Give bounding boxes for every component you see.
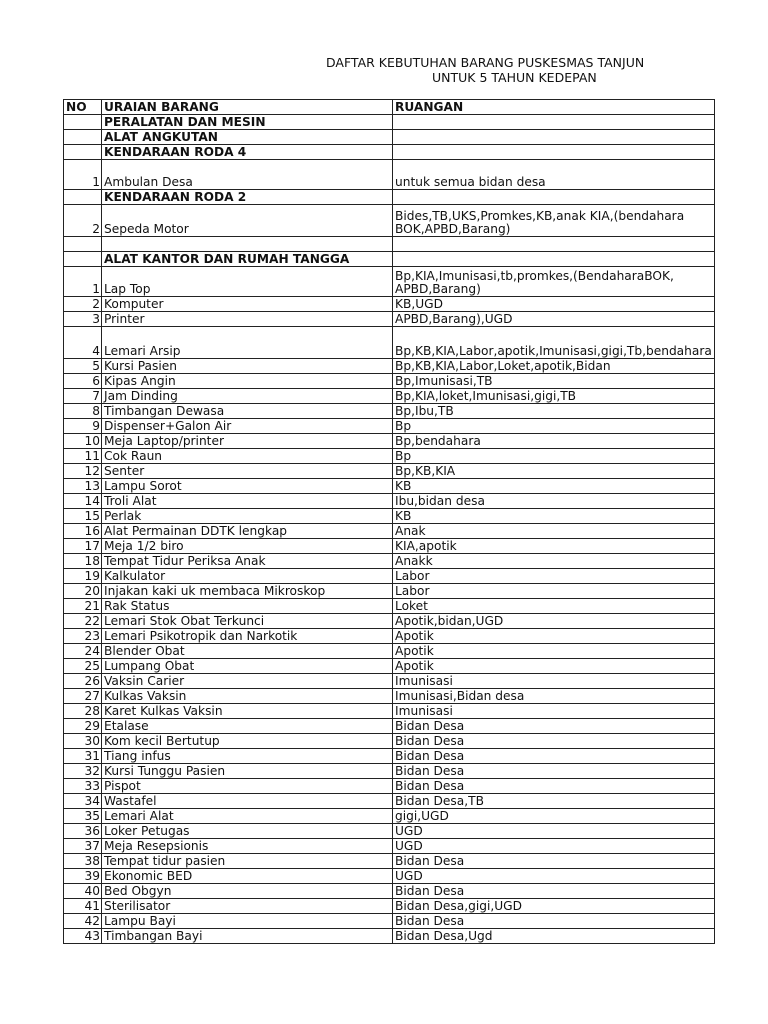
cell-room: Labor bbox=[393, 584, 715, 599]
table-row bbox=[64, 267, 715, 297]
cell-room: Apotik bbox=[393, 629, 715, 644]
table-row bbox=[64, 914, 715, 929]
document-title-line-1: DAFTAR KEBUTUHAN BARANG PUSKESMAS TANJUN bbox=[326, 55, 645, 70]
cell-room: Bp,KB,KIA,Labor,apotik,Imunisasi,gigi,Tb,bendahara bbox=[393, 327, 715, 359]
cell-item: Sepeda Motor bbox=[102, 205, 393, 237]
cell-no: 43 bbox=[64, 929, 102, 944]
cell-no: 23 bbox=[64, 629, 102, 644]
cell-room: KB bbox=[393, 509, 715, 524]
cell-room: Bidan Desa bbox=[393, 854, 715, 869]
table-row bbox=[64, 539, 715, 554]
cell-room: Apotik bbox=[393, 659, 715, 674]
table-section-row bbox=[64, 252, 715, 267]
cell-no: 1 bbox=[64, 160, 102, 190]
cell-no: 12 bbox=[64, 464, 102, 479]
cell-no: 11 bbox=[64, 449, 102, 464]
cell-no bbox=[64, 145, 102, 160]
table-row bbox=[64, 312, 715, 327]
table-row bbox=[64, 464, 715, 479]
cell-item: Kulkas Vaksin bbox=[102, 689, 393, 704]
table-row bbox=[64, 854, 715, 869]
cell-item: Tempat Tidur Periksa Anak bbox=[102, 554, 393, 569]
cell-no: 22 bbox=[64, 614, 102, 629]
table-row bbox=[64, 869, 715, 884]
cell-item: Timbangan Dewasa bbox=[102, 404, 393, 419]
table-section-row bbox=[64, 145, 715, 160]
table-row bbox=[64, 524, 715, 539]
cell-room: Bidan Desa bbox=[393, 734, 715, 749]
cell-room: UGD bbox=[393, 869, 715, 884]
cell-item: Lampu Bayi bbox=[102, 914, 393, 929]
cell-item: Jam Dinding bbox=[102, 389, 393, 404]
cell-no: 9 bbox=[64, 419, 102, 434]
table-row bbox=[64, 160, 715, 190]
table-row bbox=[64, 404, 715, 419]
cell-no: 40 bbox=[64, 884, 102, 899]
cell-item: KENDARAAN RODA 2 bbox=[102, 190, 393, 205]
cell-no: 25 bbox=[64, 659, 102, 674]
cell-room: Bidan Desa,gigi,UGD bbox=[393, 899, 715, 914]
table-section-row bbox=[64, 115, 715, 130]
cell-room bbox=[393, 190, 715, 205]
cell-room: Bidan Desa bbox=[393, 749, 715, 764]
cell-room: APBD,Barang),UGD bbox=[393, 312, 715, 327]
cell-item: Lap Top bbox=[102, 267, 393, 297]
cell-room: Bidan Desa,TB bbox=[393, 794, 715, 809]
table-row bbox=[64, 659, 715, 674]
cell-room: Apotik,bidan,UGD bbox=[393, 614, 715, 629]
cell-item: Tiang infus bbox=[102, 749, 393, 764]
table-row bbox=[64, 689, 715, 704]
cell-item: ALAT ANGKUTAN bbox=[102, 130, 393, 145]
table-row bbox=[64, 569, 715, 584]
cell-room: untuk semua bidan desa bbox=[393, 160, 715, 190]
cell-room: Bp,Ibu,TB bbox=[393, 404, 715, 419]
cell-room bbox=[393, 237, 715, 252]
cell-item: Tempat tidur pasien bbox=[102, 854, 393, 869]
table-row bbox=[64, 749, 715, 764]
cell-item: Lemari Stok Obat Terkunci bbox=[102, 614, 393, 629]
table-row bbox=[64, 929, 715, 944]
cell-item: PERALATAN DAN MESIN bbox=[102, 115, 393, 130]
table-row bbox=[64, 554, 715, 569]
table-row bbox=[64, 899, 715, 914]
table-row bbox=[64, 614, 715, 629]
table-row bbox=[64, 434, 715, 449]
cell-item: Rak Status bbox=[102, 599, 393, 614]
table-row bbox=[64, 419, 715, 434]
cell-room: gigi,UGD bbox=[393, 809, 715, 824]
cell-item: Lemari Arsip bbox=[102, 327, 393, 359]
cell-room: Imunisasi bbox=[393, 674, 715, 689]
cell-item: ALAT KANTOR DAN RUMAH TANGGA bbox=[102, 252, 393, 267]
cell-item: Kursi Tunggu Pasien bbox=[102, 764, 393, 779]
cell-room: Bidan Desa bbox=[393, 884, 715, 899]
cell-no: 20 bbox=[64, 584, 102, 599]
table-row bbox=[64, 809, 715, 824]
table-row bbox=[64, 297, 715, 312]
table-row bbox=[64, 794, 715, 809]
cell-room: UGD bbox=[393, 824, 715, 839]
cell-room: Anak bbox=[393, 524, 715, 539]
cell-room: Bp,KB,KIA,Labor,Loket,apotik,Bidan bbox=[393, 359, 715, 374]
cell-item: Sterilisator bbox=[102, 899, 393, 914]
cell-room: Bp,KIA,Imunisasi,tb,promkes,(BendaharaBOK, APBD,Barang) bbox=[393, 267, 715, 297]
cell-item: Meja 1/2 biro bbox=[102, 539, 393, 554]
cell-item: Kursi Pasien bbox=[102, 359, 393, 374]
cell-item: Meja Laptop/printer bbox=[102, 434, 393, 449]
cell-room: Bidan Desa bbox=[393, 719, 715, 734]
table-row bbox=[64, 629, 715, 644]
table-row bbox=[64, 584, 715, 599]
table-row bbox=[64, 359, 715, 374]
column-header-item: URAIAN BARANG bbox=[102, 100, 393, 115]
cell-no: 7 bbox=[64, 389, 102, 404]
cell-item bbox=[102, 237, 393, 252]
table-row bbox=[64, 449, 715, 464]
cell-room: KB bbox=[393, 479, 715, 494]
cell-no: 41 bbox=[64, 899, 102, 914]
cell-room: Ibu,bidan desa bbox=[393, 494, 715, 509]
cell-no bbox=[64, 252, 102, 267]
cell-room: Bides,TB,UKS,Promkes,KB,anak KIA,(bendahara BOK,APBD,Barang) bbox=[393, 205, 715, 237]
cell-no: 39 bbox=[64, 869, 102, 884]
cell-item: Ekonomic BED bbox=[102, 869, 393, 884]
cell-no: 6 bbox=[64, 374, 102, 389]
cell-room bbox=[393, 130, 715, 145]
cell-room: Bidan Desa bbox=[393, 914, 715, 929]
cell-item: Vaksin Carier bbox=[102, 674, 393, 689]
table-row bbox=[64, 764, 715, 779]
cell-item: Kalkulator bbox=[102, 569, 393, 584]
table-section-row bbox=[64, 190, 715, 205]
cell-item: Bed Obgyn bbox=[102, 884, 393, 899]
cell-no: 3 bbox=[64, 312, 102, 327]
table-row bbox=[64, 674, 715, 689]
table-row bbox=[64, 839, 715, 854]
cell-no: 29 bbox=[64, 719, 102, 734]
cell-room bbox=[393, 115, 715, 130]
column-header-room: RUANGAN bbox=[393, 100, 715, 115]
cell-item: Lemari Psikotropik dan Narkotik bbox=[102, 629, 393, 644]
cell-room: Labor bbox=[393, 569, 715, 584]
cell-no: 35 bbox=[64, 809, 102, 824]
table-row bbox=[64, 734, 715, 749]
cell-no: 10 bbox=[64, 434, 102, 449]
cell-no: 16 bbox=[64, 524, 102, 539]
cell-room: KIA,apotik bbox=[393, 539, 715, 554]
cell-room: Bp,bendahara bbox=[393, 434, 715, 449]
table-row bbox=[64, 494, 715, 509]
cell-item: Printer bbox=[102, 312, 393, 327]
cell-item: Senter bbox=[102, 464, 393, 479]
cell-item: Troli Alat bbox=[102, 494, 393, 509]
cell-room: Bidan Desa bbox=[393, 779, 715, 794]
cell-no: 34 bbox=[64, 794, 102, 809]
cell-item: Komputer bbox=[102, 297, 393, 312]
cell-item: Karet Kulkas Vaksin bbox=[102, 704, 393, 719]
cell-no: 19 bbox=[64, 569, 102, 584]
table-row bbox=[64, 327, 715, 359]
table-row bbox=[64, 779, 715, 794]
cell-room: Loket bbox=[393, 599, 715, 614]
cell-no: 26 bbox=[64, 674, 102, 689]
cell-room: Apotik bbox=[393, 644, 715, 659]
cell-no: 31 bbox=[64, 749, 102, 764]
cell-room: Bp bbox=[393, 419, 715, 434]
cell-item: Blender Obat bbox=[102, 644, 393, 659]
cell-no: 2 bbox=[64, 205, 102, 237]
table-section-row bbox=[64, 130, 715, 145]
table-row bbox=[64, 479, 715, 494]
cell-item: Lampu Sorot bbox=[102, 479, 393, 494]
table-body bbox=[64, 115, 715, 944]
cell-room: Bp,KB,KIA bbox=[393, 464, 715, 479]
table-row bbox=[64, 599, 715, 614]
cell-no: 42 bbox=[64, 914, 102, 929]
cell-no bbox=[64, 190, 102, 205]
cell-room: Bidan Desa,Ugd bbox=[393, 929, 715, 944]
table-row bbox=[64, 884, 715, 899]
cell-room: UGD bbox=[393, 839, 715, 854]
cell-item: Timbangan Bayi bbox=[102, 929, 393, 944]
cell-item: Pispot bbox=[102, 779, 393, 794]
cell-item: Meja Resepsionis bbox=[102, 839, 393, 854]
cell-no: 30 bbox=[64, 734, 102, 749]
document-title-line-2: UNTUK 5 TAHUN KEDEPAN bbox=[432, 70, 597, 85]
cell-room: Bp bbox=[393, 449, 715, 464]
cell-room: Anakk bbox=[393, 554, 715, 569]
cell-no: 38 bbox=[64, 854, 102, 869]
cell-item: Kom kecil Bertutup bbox=[102, 734, 393, 749]
cell-no: 37 bbox=[64, 839, 102, 854]
cell-item: Kipas Angin bbox=[102, 374, 393, 389]
cell-item: Ambulan Desa bbox=[102, 160, 393, 190]
table-row bbox=[64, 704, 715, 719]
table-row bbox=[64, 644, 715, 659]
table-row bbox=[64, 719, 715, 734]
cell-room: Imunisasi,Bidan desa bbox=[393, 689, 715, 704]
inventory-table bbox=[63, 99, 715, 944]
cell-item: Lumpang Obat bbox=[102, 659, 393, 674]
cell-no: 24 bbox=[64, 644, 102, 659]
cell-no bbox=[64, 115, 102, 130]
cell-room: Bp,Imunisasi,TB bbox=[393, 374, 715, 389]
cell-no: 5 bbox=[64, 359, 102, 374]
cell-no bbox=[64, 130, 102, 145]
cell-no: 27 bbox=[64, 689, 102, 704]
cell-no: 13 bbox=[64, 479, 102, 494]
cell-room bbox=[393, 145, 715, 160]
cell-no bbox=[64, 237, 102, 252]
cell-item: Wastafel bbox=[102, 794, 393, 809]
cell-room bbox=[393, 252, 715, 267]
cell-item: Loker Petugas bbox=[102, 824, 393, 839]
table-row bbox=[64, 509, 715, 524]
cell-no: 14 bbox=[64, 494, 102, 509]
cell-item: Lemari Alat bbox=[102, 809, 393, 824]
table-row bbox=[64, 237, 715, 252]
cell-no: 18 bbox=[64, 554, 102, 569]
table-row bbox=[64, 824, 715, 839]
cell-item: Perlak bbox=[102, 509, 393, 524]
cell-item: KENDARAAN RODA 4 bbox=[102, 145, 393, 160]
cell-no: 15 bbox=[64, 509, 102, 524]
cell-room: Bidan Desa bbox=[393, 764, 715, 779]
cell-no: 2 bbox=[64, 297, 102, 312]
cell-room: Bp,KIA,loket,Imunisasi,gigi,TB bbox=[393, 389, 715, 404]
table-row bbox=[64, 374, 715, 389]
cell-no: 21 bbox=[64, 599, 102, 614]
cell-no: 4 bbox=[64, 327, 102, 359]
cell-no: 33 bbox=[64, 779, 102, 794]
cell-no: 32 bbox=[64, 764, 102, 779]
cell-room: Imunisasi bbox=[393, 704, 715, 719]
cell-item: Alat Permainan DDTK lengkap bbox=[102, 524, 393, 539]
cell-item: Dispenser+Galon Air bbox=[102, 419, 393, 434]
cell-no: 36 bbox=[64, 824, 102, 839]
cell-no: 17 bbox=[64, 539, 102, 554]
cell-no: 1 bbox=[64, 267, 102, 297]
table-row bbox=[64, 389, 715, 404]
table-row bbox=[64, 205, 715, 237]
cell-item: Etalase bbox=[102, 719, 393, 734]
cell-no: 8 bbox=[64, 404, 102, 419]
cell-no: 28 bbox=[64, 704, 102, 719]
cell-item: Cok Raun bbox=[102, 449, 393, 464]
column-header-no: NO bbox=[64, 100, 102, 115]
cell-room: KB,UGD bbox=[393, 297, 715, 312]
cell-item: Injakan kaki uk membaca Mikroskop bbox=[102, 584, 393, 599]
table-header-row bbox=[64, 100, 715, 115]
